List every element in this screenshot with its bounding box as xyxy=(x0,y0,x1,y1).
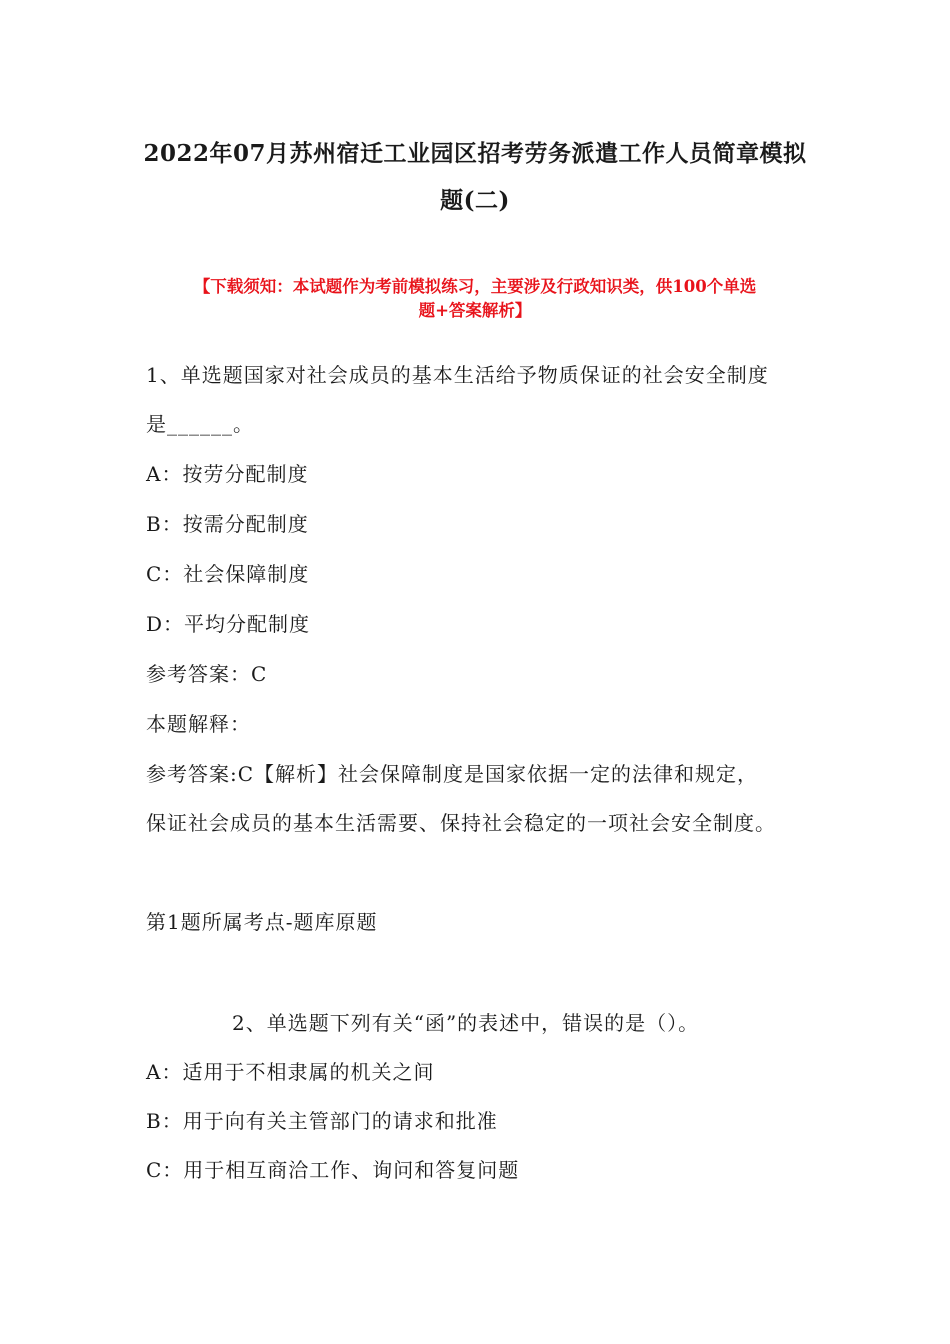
question-1-point: 第1题所属考点-题库原题 xyxy=(146,910,378,934)
question-1-option-d: D：平均分配制度 xyxy=(146,612,311,636)
question-2-option-b: B：用于向有关主管部门的请求和批准 xyxy=(146,1109,498,1133)
question-1-answer: 参考答案：C xyxy=(146,662,268,686)
question-2-stem: 2、单选题下列有关“函”的表述中，错误的是（）。 xyxy=(232,1011,700,1035)
question-2-option-c: C：用于相互商洽工作、询问和答复问题 xyxy=(146,1158,520,1182)
document-title-line-1: 2022年07月苏州宿迁工业园区招考劳务派遣工作人员简章模拟 xyxy=(143,140,807,167)
download-notice-line-2: 题+答案解析】 xyxy=(418,301,532,320)
document-title-line-2: 题(二) xyxy=(440,187,510,214)
download-notice-line-1: 【下载须知：本试题作为考前模拟练习，主要涉及行政知识类，供100个单选 xyxy=(193,277,757,296)
question-1-explain-line-2: 保证社会成员的基本生活需要、保持社会稳定的一项社会安全制度。 xyxy=(146,811,776,835)
question-1-option-c: C：社会保障制度 xyxy=(146,562,310,586)
question-2-option-a: A：适用于不相隶属的机关之间 xyxy=(146,1060,435,1084)
question-1-option-b: B：按需分配制度 xyxy=(146,512,309,536)
question-1-explain-label: 本题解释： xyxy=(146,712,251,736)
question-1-option-a: A：按劳分配制度 xyxy=(146,462,309,486)
question-1-stem-line-2: 是______。 xyxy=(146,412,254,436)
question-1-stem-line-1: 1、单选题国家对社会成员的基本生活给予物质保证的社会安全制度 xyxy=(146,363,769,387)
question-1-explain-line-1: 参考答案:C【解析】社会保障制度是国家依据一定的法律和规定， xyxy=(146,762,759,786)
